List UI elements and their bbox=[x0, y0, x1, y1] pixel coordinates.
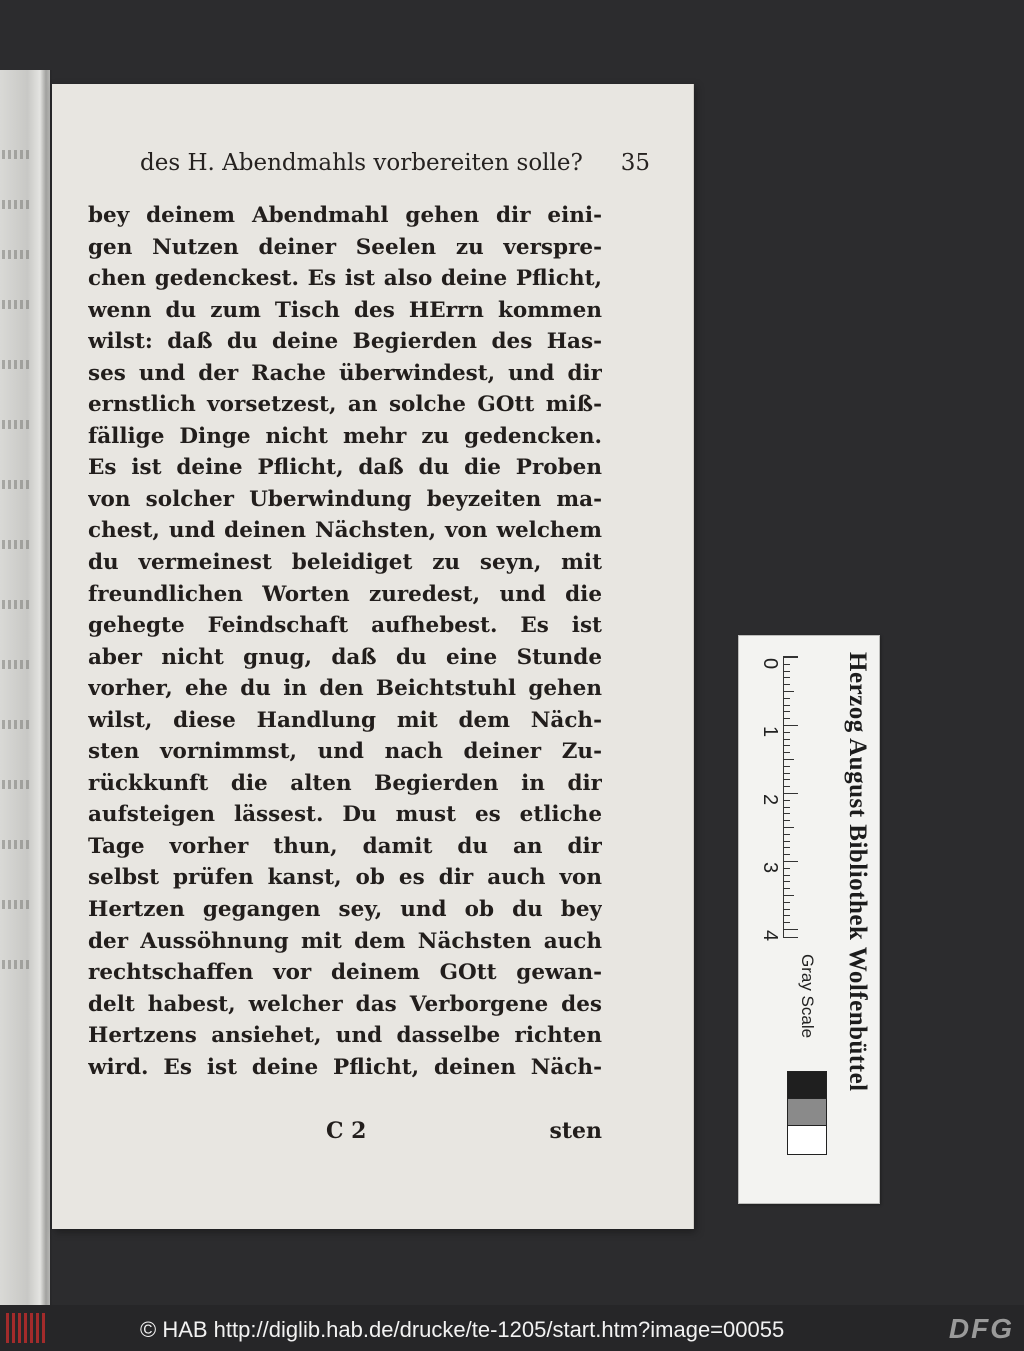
institution-name: Herzog August Bibliothek Wolfenbüttel bbox=[844, 652, 871, 1092]
ruler-tick bbox=[784, 739, 790, 740]
ruler-number: 3 bbox=[759, 862, 781, 874]
text-line: selbst prüfen kanst, ob es dir auch von bbox=[88, 865, 602, 891]
running-head-title: des H. Abendmahls vorbereiten solle? bbox=[140, 150, 583, 176]
ruler-tick bbox=[784, 868, 790, 869]
grayscale-swatch-light bbox=[787, 1125, 827, 1155]
text-line: Hertzen gegangen sey, und ob du bey bbox=[88, 897, 602, 923]
text-line: Tage vorher thun, damit du an dir bbox=[88, 833, 602, 859]
ruler-number: 0 bbox=[759, 658, 781, 670]
text-line: sten vornimmst, und nach deiner Zu- bbox=[88, 739, 602, 765]
page-footer bbox=[88, 1118, 602, 1150]
ruler-tick bbox=[784, 718, 790, 719]
footer-bar bbox=[0, 1305, 1024, 1351]
dfg-logo: DFG bbox=[948, 1313, 1014, 1344]
text-line: fällige Dinge nicht mehr zu gedencken. bbox=[88, 423, 602, 449]
catchword: sten bbox=[549, 1118, 602, 1144]
body-text bbox=[88, 200, 602, 1083]
text-line: wenn du zum Tisch des HErrn kommen bbox=[88, 297, 602, 323]
ruler-tick bbox=[784, 854, 790, 855]
ruler-tick bbox=[784, 664, 790, 665]
ruler-tick bbox=[784, 922, 790, 923]
ruler-tick bbox=[784, 677, 790, 678]
ruler-number: 1 bbox=[759, 726, 781, 738]
ruler-number: 2 bbox=[759, 794, 781, 806]
ruler-tick bbox=[784, 915, 790, 916]
text-line: wilst: daß du deine Begierden des Has- bbox=[88, 329, 602, 355]
ruler-tick bbox=[784, 909, 790, 910]
ruler-tick bbox=[784, 881, 790, 882]
running-head bbox=[140, 150, 660, 188]
text-line: chest, und deinen Nächsten, von welchem bbox=[88, 518, 602, 544]
ruler-tick bbox=[784, 807, 790, 808]
ruler-tick bbox=[784, 684, 790, 685]
ruler-tick bbox=[784, 759, 794, 760]
text-line: wilst, diese Handlung mit dem Näch- bbox=[88, 707, 602, 733]
text-line: ernstlich vorsetzest, an solche GOtt miß- bbox=[88, 392, 602, 418]
ruler-tick bbox=[784, 793, 798, 794]
ruler-tick bbox=[784, 752, 790, 753]
ruler-tick bbox=[784, 691, 794, 692]
text-line: bey deinem Abendmahl gehen dir eini- bbox=[88, 203, 602, 228]
ruler-tick bbox=[784, 657, 798, 658]
text-line: gehegte Feindschaft aufhebest. Es ist bbox=[88, 613, 602, 639]
ruler-tick bbox=[784, 929, 798, 930]
binding-shadow bbox=[40, 70, 52, 1305]
text-line: gen Nutzen deiner Seelen zu verspre- bbox=[88, 234, 602, 260]
grayscale-swatch-mid bbox=[787, 1098, 827, 1128]
ruler-tick bbox=[784, 841, 790, 842]
ruler-tick bbox=[784, 847, 790, 848]
text-line: Hertzens ansiehet, und dasselbe richten bbox=[88, 1023, 602, 1049]
grayscale-label: Gray Scale bbox=[798, 954, 817, 1039]
ruler-tick bbox=[784, 813, 790, 814]
ruler-tick bbox=[784, 902, 790, 903]
ruler-tick bbox=[784, 725, 798, 726]
ruler-tick bbox=[784, 827, 794, 828]
text-line: du vermeinest beleidiget zu seyn, mit bbox=[88, 550, 602, 576]
text-line: freundlichen Worten zuredest, und die bbox=[88, 581, 602, 607]
ruler-tick bbox=[784, 705, 790, 706]
text-line: vorher, ehe du in den Beichtstuhl gehen bbox=[88, 676, 602, 702]
text-line: wird. Es ist deine Pflicht, deinen Näch- bbox=[88, 1054, 602, 1080]
text-line: delt habest, welcher das Verborgene des bbox=[88, 991, 602, 1017]
book-page bbox=[52, 84, 693, 1229]
ruler-tick bbox=[784, 732, 790, 733]
copyright-link[interactable]: © HAB http://diglib.hab.de/drucke/te-1205/start.htm?image=00055 bbox=[140, 1317, 785, 1342]
ruler-tick bbox=[784, 786, 790, 787]
ruler-tick bbox=[784, 671, 790, 672]
ruler-tick bbox=[784, 895, 794, 896]
text-line: Es ist deine Pflicht, daß du die Proben bbox=[88, 455, 602, 481]
text-line: von solcher Uberwindung beyzeiten ma- bbox=[88, 486, 602, 512]
ruler-tick bbox=[784, 711, 790, 712]
ruler-tick bbox=[784, 861, 798, 862]
reference-scale-card bbox=[738, 635, 880, 1204]
grayscale-swatch-dark bbox=[787, 1071, 827, 1101]
ruler-tick bbox=[784, 745, 790, 746]
ruler-tick bbox=[784, 820, 790, 821]
ruler-tick bbox=[784, 834, 790, 835]
ruler-number: 4 bbox=[759, 930, 781, 942]
ruler bbox=[783, 656, 798, 938]
ruler-tick bbox=[784, 875, 790, 876]
ruler-tick bbox=[784, 888, 790, 889]
ruler-tick bbox=[784, 800, 790, 801]
text-line: rückkunft die alten Begierden in dir bbox=[88, 770, 602, 796]
ruler-tick bbox=[784, 773, 790, 774]
text-line: chen gedenckest. Es ist also deine Pflicht, bbox=[88, 266, 602, 292]
text-line: aufsteigen lässest. Du must es etliche bbox=[88, 802, 602, 828]
ruler-tick bbox=[784, 766, 790, 767]
signature-mark: C 2 bbox=[326, 1118, 367, 1144]
text-line: rechtschaffen vor deinem GOtt gewan- bbox=[88, 960, 602, 986]
text-line: aber nicht gnug, daß du eine Stunde bbox=[88, 644, 602, 670]
text-line: ses und der Rache überwindest, und dir bbox=[88, 360, 602, 386]
ruler-tick bbox=[784, 779, 790, 780]
text-line: der Aussöhnung mit dem Nächsten auch bbox=[88, 928, 602, 954]
hab-logo-icon bbox=[6, 1313, 46, 1343]
ruler-tick bbox=[784, 698, 790, 699]
page-number: 35 bbox=[620, 150, 650, 176]
